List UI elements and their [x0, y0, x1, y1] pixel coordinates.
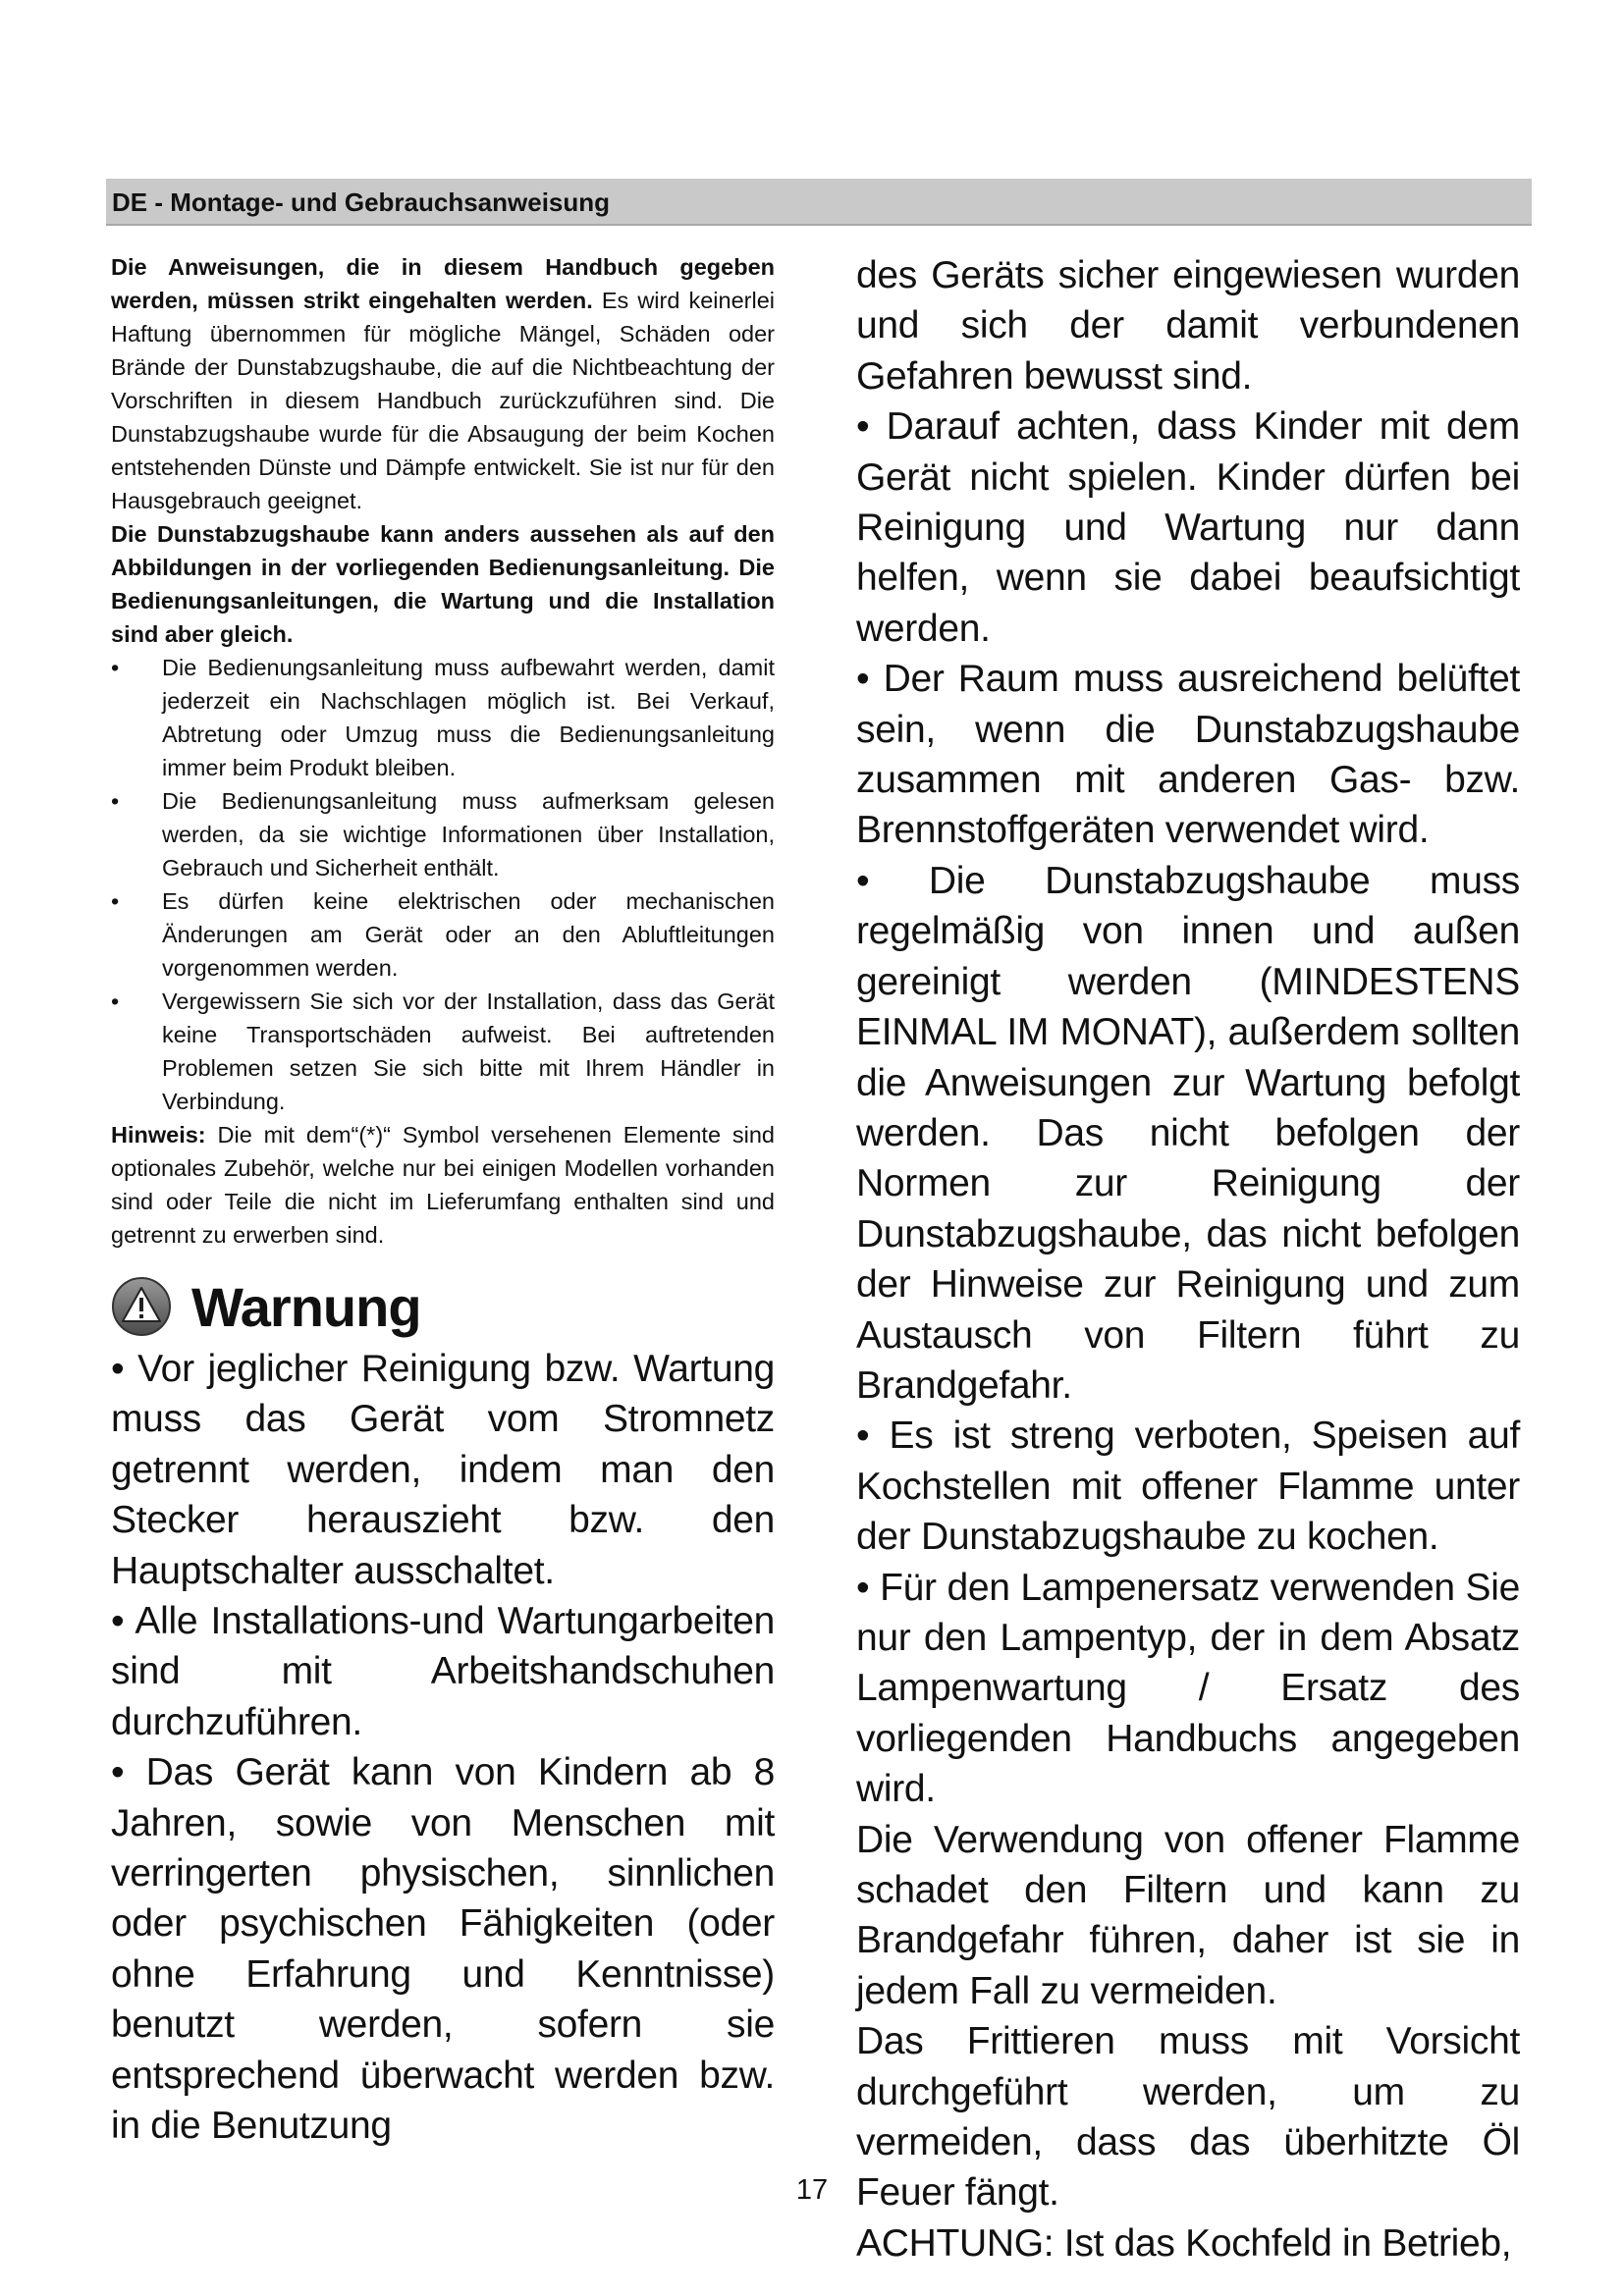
- page-number: 17: [795, 2174, 829, 2206]
- warning-paragraph: • Das Gerät kann von Kindern ab 8 Jahren, sowie von Menschen mit verringerten physischen, sinnlichen oder psychischen Fähigkeiten (oder ohne Erfahrung und Kenntnisse) benutzt werden, sofern sie entsprechend überwacht werden bzw. in die Benutzung: [111, 1751, 775, 2148]
- intro-bold-text: Die Anweisungen, die in diesem Handbuch gegeben werden, müssen strikt eingehalten werden.: [111, 254, 775, 313]
- bullet-dot: •: [111, 988, 120, 1014]
- section-header-title: DE - Montage- und Gebrauchsanweisung: [112, 187, 611, 217]
- bullet-text: Es dürfen keine elektrischen oder mechanischen Änderungen am Gerät oder an den Abluftleitungen vorgenommen werden.: [162, 888, 775, 981]
- left-column: [111, 250, 775, 2152]
- hint-text: Die mit dem“(*)“ Symbol versehenen Elemente sind optionales Zubehör, welche nur bei einigen Modellen vorhanden sind oder Teile die nicht im Lieferumfang enthalten sind und getrennt zu erwerben sind.: [111, 1122, 775, 1248]
- bullet-item: [111, 784, 775, 884]
- bullet-item: [111, 651, 775, 784]
- intro-paragraph: [111, 250, 775, 517]
- right-paragraph: Das Frittieren muss mit Vorsicht durchgeführt werden, um zu vermeiden, dass das überhitzte Öl Feuer fängt.: [856, 2020, 1520, 2215]
- right-paragraph: des Geräts sicher eingewiesen wurden und sich der damit verbundenen Gefahren bewusst sind.: [856, 254, 1520, 398]
- bullet-text: Die Bedienungsanleitung muss aufbewahrt werden, damit jederzeit ein Nachschlagen möglich ist. Bei Verkauf, Abtretung oder Umzug muss die Bedienungsanleitung immer beim Produkt bleiben.: [162, 655, 775, 780]
- bullet-dot: •: [111, 888, 120, 914]
- appearance-note: Die Dunstabzugshaube kann anders aussehen als auf den Abbildungen in der vorliegenden Bedienungsanleitung. Die Bedienungsanleitungen, die Wartung und die Installation sind aber gleich.: [111, 521, 775, 647]
- hint-label: Hinweis:: [111, 1122, 206, 1148]
- warning-paragraph: • Alle Installations-und Wartungarbeiten sind mit Arbeitshandschuhen durchzuführen.: [111, 1600, 775, 1743]
- right-paragraph: ACHTUNG: Ist das Kochfeld in Betrieb,: [856, 2221, 1512, 2265]
- hint-paragraph: [111, 1118, 775, 1252]
- section-header-bar: [106, 179, 1532, 226]
- right-paragraph: • Es ist streng verboten, Speisen auf Kochstellen mit offener Flamme unter der Dunstabzugshaube zu kochen.: [856, 1415, 1520, 1559]
- right-paragraph: Die Verwendung von offener Flamme schadet den Filtern und kann zu Brandgefahr führen, daher ist sie in jedem Fall zu vermeiden.: [856, 1818, 1520, 2012]
- bullet-text: Vergewissern Sie sich vor der Installation, dass das Gerät keine Transportschäden aufweist. Bei auftretenden Problemen setzen Sie sich bitte mit Ihrem Händler in Verbindung.: [162, 988, 775, 1114]
- warning-heading: [111, 1269, 775, 1344]
- bullet-item: [111, 985, 775, 1118]
- warning-title: Warnung: [191, 1275, 421, 1338]
- right-paragraph: • Für den Lampenersatz verwenden Sie nur den Lampentyp, der in dem Absatz Lampenwartung / Ersatz des vorliegenden Handbuchs angegeben wird.: [856, 1566, 1520, 1811]
- right-paragraph: • Der Raum muss ausreichend belüftet sein, wenn die Dunstabzugshaube zusammen mit anderen Gas- bzw. Brennstoffgeräten verwendet wird.: [856, 658, 1520, 852]
- right-paragraph: • Darauf achten, dass Kinder mit dem Gerät nicht spielen. Kinder dürfen bei Reinigung und Wartung nur dann helfen, wenn sie dabei beaufsichtigt werden.: [856, 405, 1520, 650]
- bullet-item: [111, 884, 775, 985]
- bullet-dot: •: [111, 788, 120, 814]
- bullet-text: Die Bedienungsanleitung muss aufmerksam gelesen werden, da sie wichtige Informationen über Installation, Gebrauch und Sicherheit enthält.: [162, 788, 775, 881]
- right-column: [856, 250, 1520, 2269]
- intro-text: Es wird keinerlei Haftung übernommen für mögliche Mängel, Schäden oder Brände der Dunstabzugshaube, die auf die Nichtbeachtung der Vorschriften in diesem Handbuch zurückzuführen sind. Die Dunstabzugshaube wurde für die Absaugung der beim Kochen entstehenden Dünste und Dämpfe entwickelt. Sie ist nur für den Hausgebrauch geeignet.: [111, 288, 775, 513]
- right-paragraph: • Die Dunstabzugshaube muss regelmäßig von innen und außen gereinigt werden (MINDESTENS EINMAL IM MONAT), außerdem sollten die Anweisungen zur Wartung befolgt werden. Das nicht befolgen der Normen zur Reinigung der Dunstabzugshaube, das nicht befolgen der Hinweise zur Reinigung und zum Austausch von Filtern führt zu Brandgefahr.: [856, 859, 1520, 1407]
- bullet-dot: •: [111, 655, 120, 680]
- warning-paragraph: • Vor jeglicher Reinigung bzw. Wartung muss das Gerät vom Stromnetz getrennt werden, indem man den Stecker herauszieht bzw. den Hauptschalter ausschaltet.: [111, 1348, 775, 1592]
- warning-triangle-icon: [111, 1276, 172, 1337]
